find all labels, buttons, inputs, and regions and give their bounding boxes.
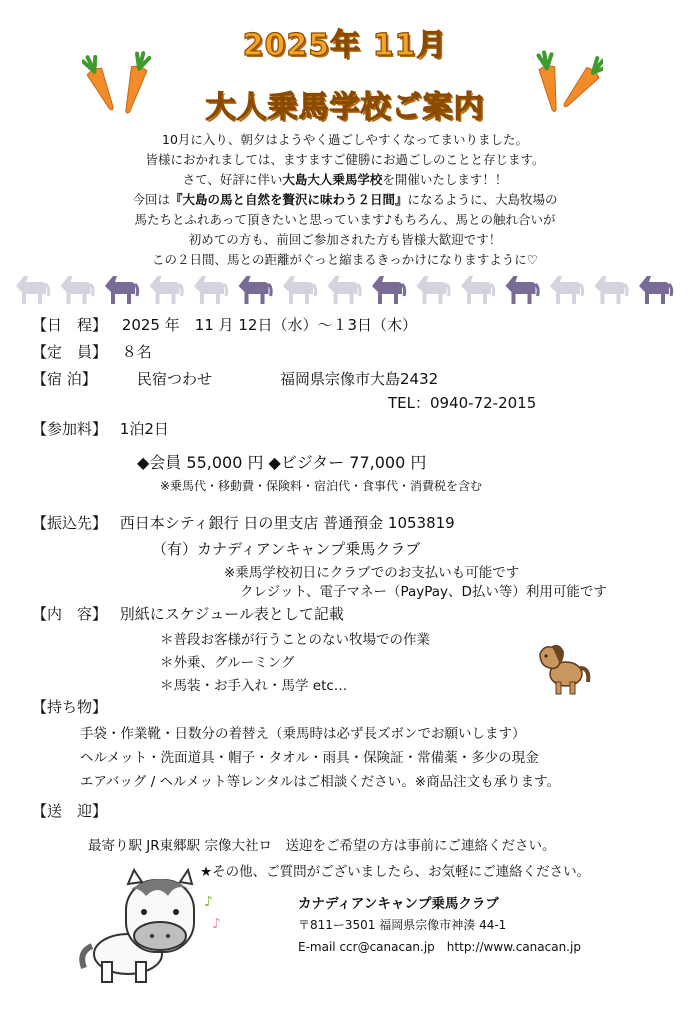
horse-icon (506, 276, 539, 304)
items-line: ヘルメット・洗面道具・帽子・タオル・雨具・保険証・常備薬・多少の現金 (80, 750, 539, 766)
capacity-row (32, 341, 152, 362)
fee-label: 【参加料】 (32, 420, 108, 438)
intro-line: 今回は『大島の馬と自然を贅沢に味わう２日間』になるように、大島牧場の (132, 192, 558, 207)
horse-icon (639, 276, 672, 304)
pickup-value: 最寄り駅 JR東郷駅 宗像大社ロ 送迎をご希望の方は事前にご連絡ください。 (88, 838, 556, 854)
horse-icon (61, 276, 94, 304)
fee-prices: ◆会員 55,000 円 ◆ビジター 77,000 円 (137, 453, 427, 472)
schedule-row (32, 314, 417, 335)
content-item: ＊普段お客様が行うことのない牧場での作業 (160, 632, 430, 648)
lodging-row (32, 368, 97, 389)
capacity-value: ８名 (121, 343, 152, 361)
page-title: 大人乗馬学校ご案内 (205, 90, 485, 125)
bank-row (32, 512, 455, 533)
items-label: 【持ち物】 (32, 698, 108, 716)
intro-line: さて、好評に伴い大島大人乗馬学校を開催いたします！！ (182, 172, 508, 187)
pickup-label: 【送 迎】 (32, 802, 108, 820)
other-note: ★その他、ご質問がございましたら、お気軽にご連絡ください。 (200, 864, 591, 880)
intro-text (0, 130, 690, 270)
horse-icon (328, 276, 361, 304)
page-title-date: 2025年 11月 (242, 28, 448, 63)
horse-icon (283, 276, 316, 304)
svg-text:♪: ♪ (212, 916, 221, 932)
horse-icon (105, 276, 138, 304)
horse-icon (372, 276, 405, 304)
horse-icon (461, 276, 494, 304)
fee-row (32, 418, 169, 439)
content-item: ＊馬装・お手入れ・馬学 etc… (160, 678, 348, 694)
intro-line: 10月に入り、朝夕はようやく過ごしやすくなってまいりました。 (162, 132, 528, 147)
horse-icon-white (72, 866, 232, 986)
club-name: カナディアンキャンプ乗馬クラブ (298, 896, 499, 912)
bank-label: 【振込先】 (32, 514, 108, 532)
intro-line: この２日間、馬との距離がぐっと縮まるきっかけになりますように♡ (152, 252, 538, 267)
fee-duration: 1泊2日 (119, 420, 169, 438)
schedule-value: 2025 年 11 月 12日（水）～１3日（木） (121, 316, 417, 334)
content-label: 【内 容】 (32, 605, 108, 623)
items-line: エアバッグ / ヘルメット等レンタルはご相談ください。※商品注文も承ります。 (80, 774, 560, 790)
lodging-tel: TEL：0940-72-2015 (388, 394, 537, 412)
horse-border (10, 268, 680, 308)
horse-icon (417, 276, 450, 304)
lodging-name: 民宿つわせ (137, 370, 213, 388)
svg-text:♪: ♪ (204, 894, 213, 910)
club-contact: E-mail ccr@canacan.jp http://www.canacan.jp (298, 940, 581, 954)
intro-line: 皆様におかれましては、ますますご健勝にお過ごしのことと存じます。 (145, 152, 545, 167)
lodging-label: 【宿 泊】 (32, 370, 97, 388)
schedule-label: 【日 程】 (32, 316, 108, 334)
horse-icon (239, 276, 272, 304)
horse-icon (16, 276, 49, 304)
horse-icon (595, 276, 628, 304)
bank-note: ※乗馬学校初日にクラブでのお支払いも可能です (224, 565, 520, 581)
bank-holder: （有）カナディアンキャンプ乗馬クラブ (152, 540, 421, 558)
event-name: 大島大人乗馬学校 (282, 172, 383, 187)
horse-icon (150, 276, 183, 304)
intro-line: 初めての方も、前回ご参加された方も皆様大歓迎です！ (188, 232, 502, 247)
club-address: 〒811ー3501 福岡県宗像市神湊 44-1 (298, 918, 507, 932)
fee-note: ※乗馬代・移動費・保険料・宿泊代・食事代・消費税を含む (160, 479, 483, 493)
horse-icon-brown (530, 638, 594, 696)
horse-icon (550, 276, 583, 304)
items-line: 手袋・作業靴・日数分の着替え（乗馬時は必ず長ズボンでお願いします） (80, 726, 526, 742)
lodging-address: 福岡県宗像市大島2432 (280, 370, 439, 388)
horse-icon (194, 276, 227, 304)
bank-note: クレジット、電子マネー（PayPay、D払い等）利用可能です (240, 584, 607, 600)
event-theme: 『大島の馬と自然を贅沢に味わう２日間』 (169, 192, 408, 207)
content-row (32, 603, 344, 624)
content-item: ＊外乗、グルーミング (160, 655, 295, 671)
intro-line: 馬たちとふれあって頂きたいと思っています♪もちろん、馬との触れ合いが (134, 212, 556, 227)
content-value: 別紙にスケジュール表として記載 (119, 605, 344, 623)
capacity-label: 【定 員】 (32, 343, 108, 361)
bank-value: 西日本シティ銀行 日の里支店 普通預金 1053819 (119, 514, 455, 532)
